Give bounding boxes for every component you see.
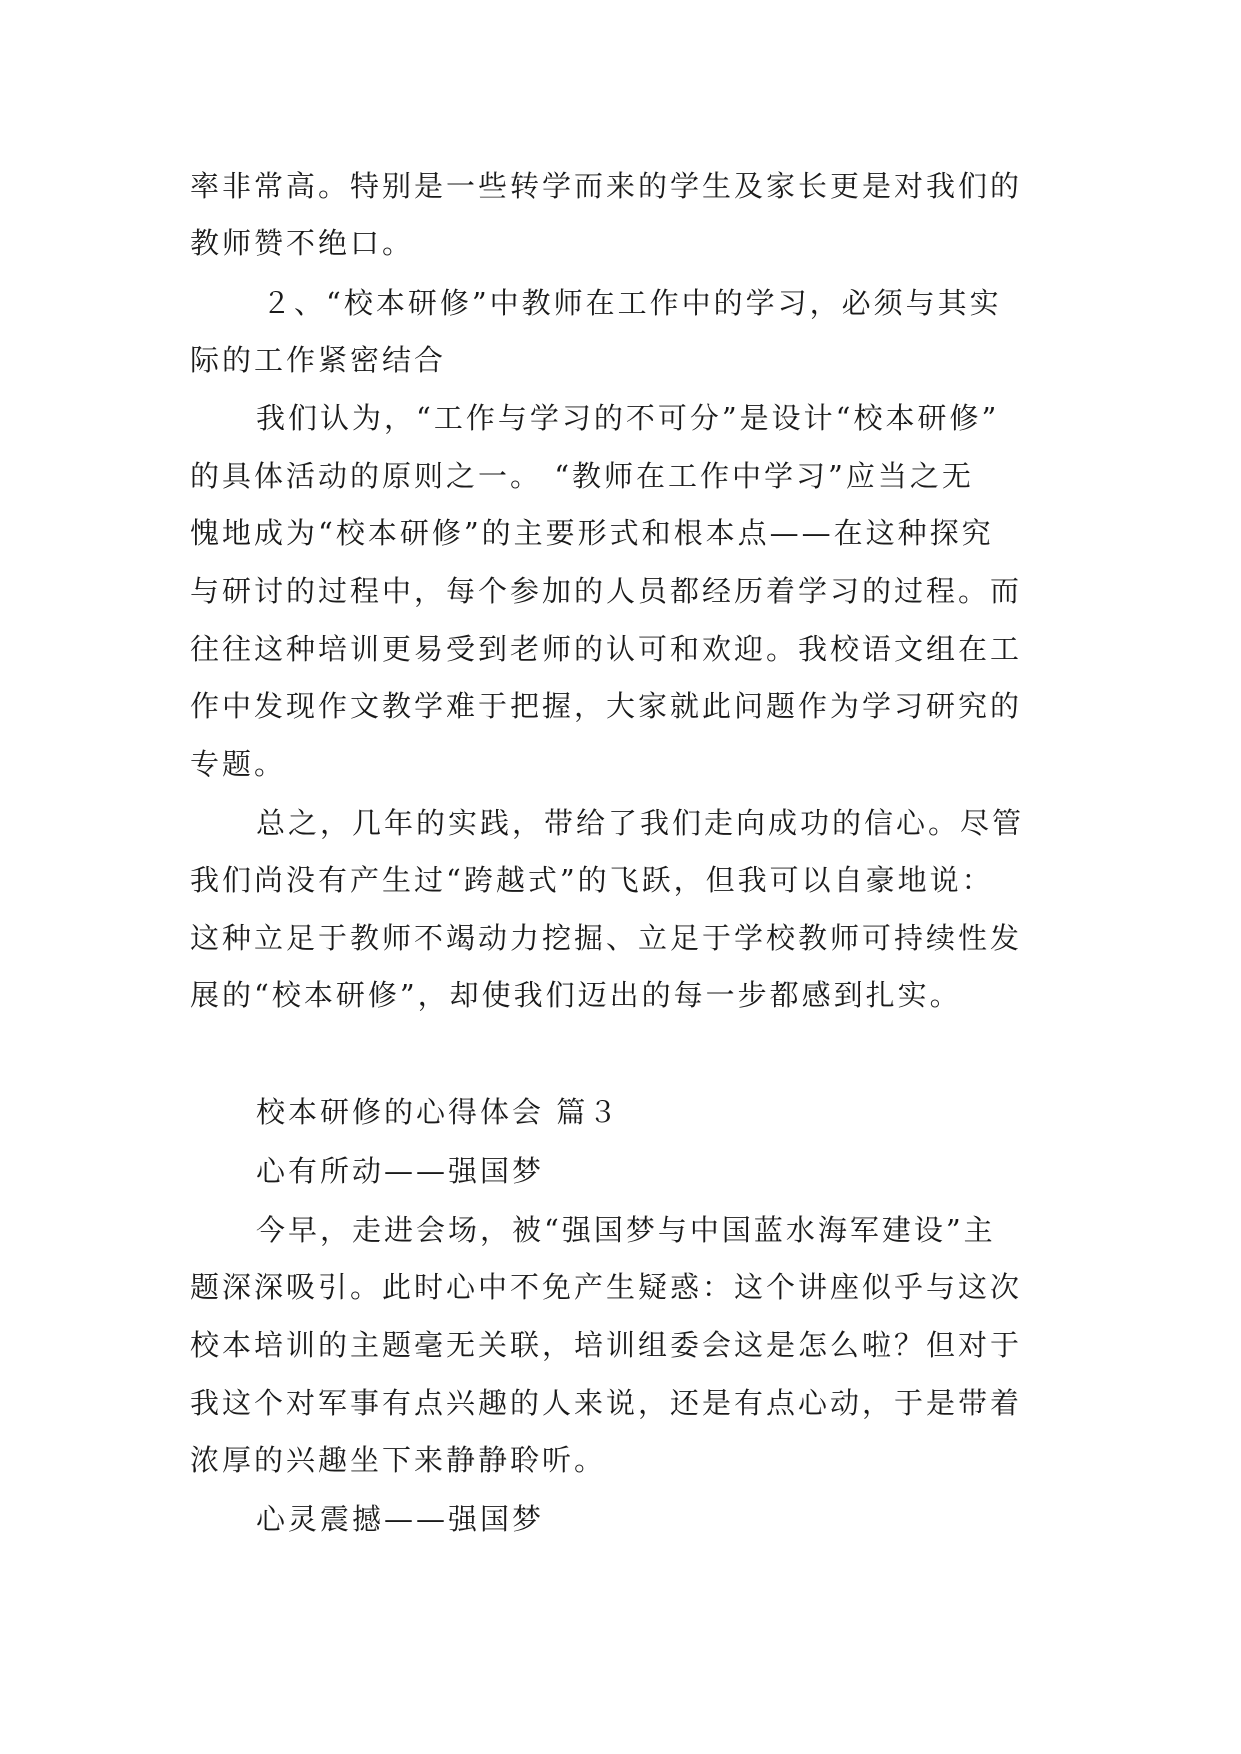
- paragraph-line: 教师赞不绝口。: [190, 226, 415, 260]
- paragraph-line: 专题。: [190, 747, 287, 781]
- paragraph-line: 我们尚没有产生过“跨越式”的飞跃，但我可以自豪地说：: [190, 863, 994, 897]
- paragraph-line: 与研讨的过程中，每个参加的人员都经历着学习的过程。而: [190, 574, 1023, 608]
- article-title: 校本研修的心得体会 篇３: [256, 1095, 621, 1129]
- paragraph-line: 愧地成为“校本研修”的主要形式和根本点——在这种探究: [190, 516, 994, 550]
- paragraph-line: 率非常高。特别是一些转学而来的学生及家长更是对我们的: [190, 169, 1023, 203]
- section-heading-line: ２、“校本研修”中教师在工作中的学习，必须与其实: [262, 286, 1002, 320]
- subheading: 心有所动——强国梦: [256, 1154, 545, 1188]
- paragraph-line: 浓厚的兴趣坐下来静静聆听。: [190, 1443, 607, 1477]
- paragraph-line: 我们认为，“工作与学习的不可分”是设计“校本研修”: [256, 401, 1000, 435]
- paragraph-line: 题深深吸引。此时心中不免产生疑惑：这个讲座似乎与这次: [190, 1270, 1023, 1304]
- paragraph-line: 总之，几年的实践，带给了我们走向成功的信心。尽管: [256, 806, 1025, 840]
- paragraph-line: 的具体活动的原则之一。 “教师在工作中学习”应当之无: [190, 459, 974, 493]
- subheading: 心灵震撼——强国梦: [256, 1502, 545, 1536]
- paragraph-line: 往往这种培训更易受到老师的认可和欢迎。我校语文组在工: [190, 632, 1023, 666]
- section-heading-line: 际的工作紧密结合: [190, 343, 447, 377]
- paragraph-line: 我这个对军事有点兴趣的人来说，还是有点心动，于是带着: [190, 1386, 1023, 1420]
- paragraph-line: 今早，走进会场，被“强国梦与中国蓝水海军建设”主: [256, 1213, 996, 1247]
- paragraph-line: 这种立足于教师不竭动力挖掘、立足于学校教师可持续性发: [190, 921, 1023, 955]
- paragraph-line: 作中发现作文教学难于把握，大家就此问题作为学习研究的: [190, 689, 1023, 723]
- paragraph-line: 展的“校本研修”，却使我们迈出的每一步都感到扎实。: [190, 978, 962, 1012]
- paragraph-line: 校本培训的主题毫无关联，培训组委会这是怎么啦？但对于: [190, 1328, 1023, 1362]
